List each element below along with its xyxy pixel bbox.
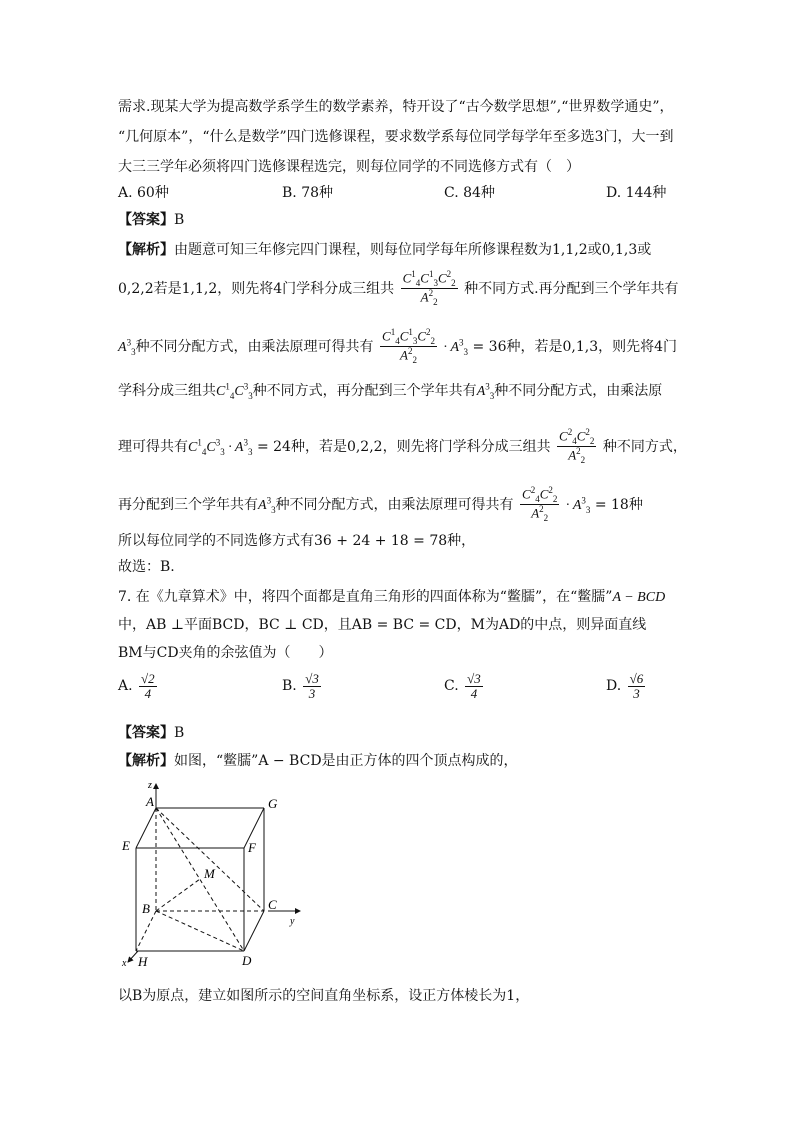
q6-option-d: D. 144种 bbox=[606, 185, 667, 201]
q7-option-b: B. $\frac{√3}{3}$ bbox=[282, 671, 319, 701]
cube-coordinate-figure bbox=[118, 776, 318, 968]
q6-analysis-line-6: 再分配到三个学年共有$A^3_3$种不同分配方式，由乘法原理可得共有 $\frac{C^2_4C^2_2}{A^2_2}$ · $A^3_3 = 18$种 bbox=[118, 485, 643, 524]
q7-analysis-line-1: 【解析】如图，“鳖臑”A − BCD是由正方体的四个顶点构成的， bbox=[118, 753, 518, 769]
label-x: x bbox=[122, 958, 127, 968]
q7-option-a: A. $\frac{√2}{4}$ bbox=[118, 671, 155, 701]
edge-B-H-dashed bbox=[136, 911, 156, 951]
label-y: y bbox=[290, 916, 295, 927]
q6-option-b: B. 78种 bbox=[282, 185, 334, 201]
q7-option-c-value: $\frac{√3}{4}$ bbox=[467, 671, 481, 701]
label-B: B bbox=[142, 901, 150, 916]
q6-analysis-line-4: 学科分成三组共$C^1_4C^3_3$种不同方式，再分配到三个学年共有$A^3_3$种不同分配方式，由乘法原 bbox=[118, 381, 663, 401]
label-H: H bbox=[138, 954, 148, 968]
label-D: D bbox=[242, 953, 252, 968]
edge-A-D-dashed bbox=[156, 808, 244, 951]
q6-stem-line-1: 需求.现某大学为提高数学系学生的数学素养，特开设了“古今数学思想”,“世界数学通史”， bbox=[118, 99, 674, 115]
q7-stem-line-3: BM与CD夹角的余弦值为（ ） bbox=[118, 645, 333, 661]
label-z: z bbox=[148, 780, 152, 791]
q6-option-c: C. 84种 bbox=[444, 185, 495, 201]
q7-option-a-value: $\frac{√2}{4}$ bbox=[141, 671, 155, 701]
edge-B-D-dashed bbox=[156, 911, 244, 951]
q6-analysis-line-1: 【解析】由题意可知三年修完四门课程，则每位同学每年所修课程数为1,1,2或0,1,3或 bbox=[118, 242, 652, 258]
q6-stem-line-2: “几何原本”，“什么是数学”四门选修课程，要求数学系每位同学每学年至多选3门，大一到 bbox=[118, 129, 674, 145]
q6-stem-line-3: 大三三学年必须将四门选修课程选完，则每位同学的不同选修方式有（ ） bbox=[118, 159, 580, 175]
edge-B-M-dashed bbox=[156, 879, 200, 911]
q7-option-d-value: $\frac{√6}{3}$ bbox=[629, 671, 644, 701]
q7-answer: 【答案】B bbox=[118, 725, 185, 741]
label-C: C bbox=[268, 897, 277, 912]
fraction-c4c2-over-a2: $\frac{C^2_4C^2_2}{A^2_2}$ bbox=[559, 427, 595, 466]
q6-analysis-line-8: 故选：B. bbox=[118, 559, 175, 575]
edge-A-C-dashed bbox=[156, 808, 264, 911]
q6-analysis-line-7: 所以每位同学的不同选修方式有36 + 24 + 18 = 78种， bbox=[118, 533, 476, 549]
label-E: E bbox=[122, 838, 130, 853]
q7-stem-line-2: 中，AB ⊥平面BCD，BC ⊥ CD，且AB = BC = CD，M为AD的中点，则异面直线 bbox=[118, 617, 647, 633]
label-G: G bbox=[268, 796, 278, 811]
q6-analysis-line-5: 理可得共有$C^1_4C^3_3 \cdot A^3_3 = 24$种，若是0,2,2，则先将门学科分成三组共 $\frac{C^2_4C^2_2}{A^2_2}$ 种不同方式， bbox=[118, 427, 687, 466]
q6-answer: 【答案】B bbox=[118, 212, 185, 228]
q6-analysis-line-3: $A^3_3$种不同分配方式，由乘法原理可得共有 $\frac{C^1_4C^1_3C^2_2}{A^2_2}$ · $A^3_3 = 36$种，若是0,1,3，则先将4门 bbox=[118, 327, 678, 366]
fraction-c4c3c2-over-a2-b: $\frac{C^1_4C^1_3C^2_2}{A^2_2}$ bbox=[382, 327, 436, 366]
q7-option-b-value: $\frac{√3}{3}$ bbox=[305, 671, 319, 701]
q7-analysis-line-2: 以B为原点，建立如图所示的空间直角坐标系，设正方体棱长为1， bbox=[118, 988, 530, 1004]
q6-analysis-line-2: 0,2,2若是1,1,2，则先将4门学科分成三组共 $\frac{C^1_4C^1_3C^2_2}{A^2_2}$ 种不同方式.再分配到三个学年共有 bbox=[118, 269, 679, 308]
q7-option-c: C. $\frac{√3}{4}$ bbox=[444, 671, 481, 701]
q7-option-d: D. $\frac{√6}{3}$ bbox=[606, 671, 644, 701]
fraction-c4c2-over-a2-b: $\frac{C^2_4C^2_2}{A^2_2}$ bbox=[522, 485, 558, 524]
label-M: M bbox=[204, 866, 215, 881]
fraction-c4c3c2-over-a2: $\frac{C^1_4C^1_3C^2_2}{A^2_2}$ bbox=[402, 269, 456, 308]
label-F: F bbox=[248, 840, 256, 855]
x-axis bbox=[128, 951, 138, 962]
q6-option-a: A. 60种 bbox=[118, 185, 169, 201]
q7-stem-line-1: 7. 在《九章算术》中，将四个面都是直角三角形的四面体称为“鳖臑”，在“鳖臑”A − BCD bbox=[118, 589, 666, 605]
label-A: A bbox=[146, 794, 154, 809]
edge-A-E bbox=[136, 808, 156, 848]
edge-D-C bbox=[244, 911, 264, 951]
